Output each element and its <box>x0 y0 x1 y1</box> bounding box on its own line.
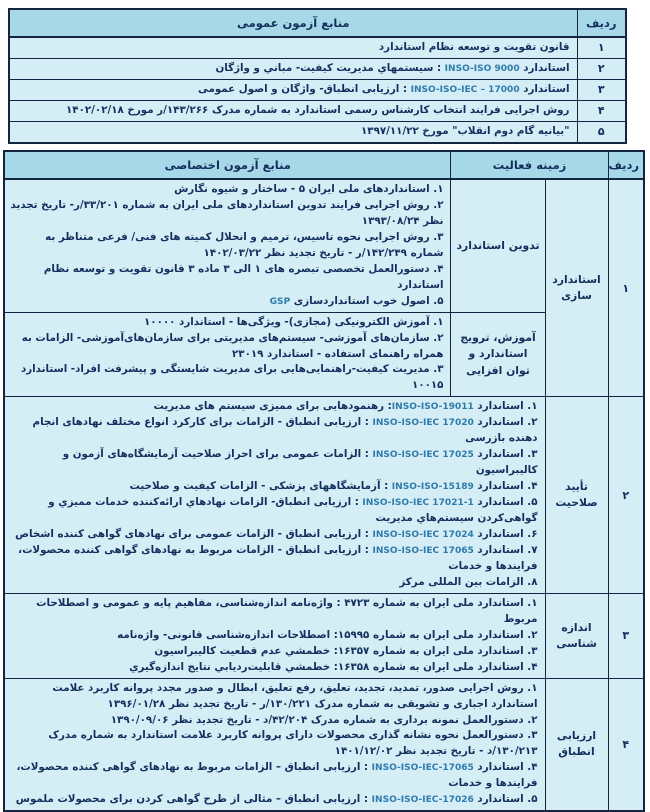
table2-field-column-header: زمینه فعالیت <box>451 151 608 179</box>
source-item: ۱. استانداردهای ملی ایران ۵ - ساختار و شیوه نگارش <box>174 183 444 195</box>
table1-row-column-header: ردیف <box>577 9 626 37</box>
table1-header-row <box>9 9 626 37</box>
sources-cell <box>4 179 451 312</box>
latin-standard-code: INSO-ISO-IEC 17021-1 <box>362 498 474 509</box>
source-cell: روش اجرایی فرایند انتخاب کارشناس رسمی استاندارد به شماره مدرک ۱۴۳/۲۶۶/ر مورخ ۱۴۰۲/۰۲/۱۸ <box>9 100 577 121</box>
source-item: ۲. دستورالعمل نمونه برداری به شماره مدرک ۴۲/۲۰۴/د - تاریخ تجدید نظر ۱۳۹۰/۰۹/۰۶ <box>110 713 538 726</box>
source-item: ۷. استاندارد INSO-ISO-IEC 17065 : ارزیابی انطباق - الزامات مربوط به نهادهای گواهی کننده محصولات، فرایندها و خدمات <box>18 543 538 572</box>
source-item: ۳. روش اجرایی نحوه تاسیس، ترمیم و انحلال کمیته های فنی/ فرعی متناظر به شماره ۱۴۲/۲۴۹/ر - تاریخ تجدید نظر ۱۴۰۲/۰۳/۲۲ <box>45 230 444 259</box>
source-item: ۲. روش اجرایی فرایند تدوین استانداردهای ملی ایران به شماره ۳۳/۲۰۱/ر- تاریخ تجدید نظر ۱۳۹۳/۰۸/۲۴ <box>10 198 444 227</box>
latin-standard-code: INSO-ISO-IEC 17024 <box>372 530 474 541</box>
latin-standard-code: INSO-ISO-IEC-17026 <box>371 795 474 806</box>
activity-category-cell: اندازه شناسی <box>545 593 608 678</box>
source-cell: استاندارد INSO-ISO 9000 : سیستمهاي مدیریت کیفیت- مباني و واژگان <box>9 58 577 79</box>
source-item: ۱. استاندارد INSO-ISO-19011: رهنمودهایی برای ممیزی سیستم های مدیریت <box>153 400 538 413</box>
sources-cell <box>4 593 545 678</box>
source-cell: استاندارد INSO-ISO-IEC – 17000 : ارزیابی انطباق- واژگان و اصول عمومی <box>9 79 577 100</box>
table2-row <box>4 678 644 811</box>
table1-row <box>9 79 626 100</box>
table1-sources-column-header: منابع آزمون عمومی <box>9 9 577 37</box>
source-item: ۴. استاندارد ملی ایران به شماره ۱۶۳۵۸: خطمشي قابلیت‌ردیابي نتایج اندازه‌گیري <box>129 660 538 673</box>
specialized-exam-sources-table <box>3 150 645 812</box>
general-exam-sources-table <box>8 8 627 144</box>
latin-standard-code: INSO-ISO-19011 <box>391 402 474 413</box>
latin-standard-code: INSO-ISO-IEC 17020 <box>372 418 474 429</box>
source-item: ۴. دستورالعمل تخصصی تبصره های ۱ الی ۳ ماده ۳ قانون تقویت و توسعه نظام استاندارد <box>43 262 444 291</box>
source-cell: قانون تقویت و توسعه نظام استاندارد <box>9 37 577 58</box>
sources-cell <box>4 678 545 811</box>
sources-cell <box>4 312 451 397</box>
source-item: ۲. سازمان‌های آموزشی- سیستم‌های مدیریتی برای سازمان‌های‌آموزشی- الزامات به همراه راهنمای استفاده - استاندارد ۲۳۰۱۹ <box>21 331 444 360</box>
activity-category-cell: استاندارد سازی <box>545 179 608 397</box>
latin-standard-code: INSO-ISO-15189 <box>391 482 474 493</box>
row-number-cell: ۲ <box>608 397 644 593</box>
table1-row <box>9 37 626 58</box>
source-item: ۴. استاندارد INSO-ISO-15189 : آزمایشگاههای پزشکی - الزامات کیفیت و صلاحیت <box>129 480 538 493</box>
latin-standard-code: INSO-ISO-IEC 17025 <box>372 450 474 461</box>
row-number-cell: ۳ <box>577 79 626 100</box>
table2-header-row <box>4 151 644 179</box>
source-item: ۵. اصول خوب استانداردسازی GSP <box>269 294 444 307</box>
latin-standard-code: INSO-ISO-IEC – 17000 <box>410 84 520 95</box>
activity-subcategory-cell: تدوین استاندارد <box>451 179 545 312</box>
source-item: ۸. الزامات بین المللی مرکز <box>399 575 538 588</box>
table2-row-column-header: ردیف <box>608 151 644 179</box>
row-number-cell: ۱ <box>608 179 644 397</box>
source-item: ۲. استاندارد ملی ایران به شماره ۱۵۹۹۵: اصطلاحات اندازه‌شناسی قانونی- واژه‌نامه <box>117 628 538 641</box>
activity-category-cell: ارزیابی انطباق <box>545 678 608 811</box>
table1-row <box>9 121 626 142</box>
table2-sources-column-header: منابع آزمون اختصاصی <box>4 151 451 179</box>
table2-row <box>4 593 644 678</box>
source-item: ۱. روش اجرایی صدور، تمدید، تجدید، تعلیق، رفع تعلیق، ابطال و صدور مجدد پروانه کاربرد علامت استاندارد اجباری و تشویقی به شماره مدرک ۱۳۰/۲۲۱/ر - تاریخ تجدید نظر ۱۳۹۶/۰۱/۲۸ <box>52 681 538 710</box>
source-cell: "بیانیه گام دوم انقلاب" مورخ ۱۳۹۷/۱۱/۲۲ <box>9 121 577 142</box>
source-item: ۱. آموزش الکترونیکی (مجازی)- ویژگی‌ها - استاندارد ۱۰۰۰۰ <box>144 315 444 328</box>
activity-subcategory-cell: آموزش، ترویج استاندارد و توان افزایی <box>451 312 545 397</box>
source-item: ۳. استاندارد INSO-ISO-IEC 17025 : الزامات عمومی برای احراز صلاحیت آزمایشگاه‌های آزمون و کالیبراسیون <box>62 448 538 477</box>
row-number-cell: ۲ <box>577 58 626 79</box>
source-item: ۳. استاندارد ملی ایران به شماره ۱۶۳۵۷: خطمشي عدم قطعیت کالیبراسیون <box>154 644 538 657</box>
table1-row <box>9 100 626 121</box>
row-number-cell: ۴ <box>608 678 644 811</box>
source-item: ۳. دستورالعمل نحوه نشانه گذاری محصولات دارای پروانه کاربرد علامت استاندارد به شماره مدرک ۱۳۰/۲۱۳/د - تاریخ تجدید نظر ۱۴۰۱/۱۲/۰۲ <box>48 729 538 758</box>
row-number-cell: ۱ <box>577 37 626 58</box>
latin-standard-code: GSP <box>269 296 291 307</box>
table1-row <box>9 58 626 79</box>
row-number-cell: ۳ <box>608 593 644 678</box>
activity-category-cell: تأیید صلاحیت <box>545 397 608 593</box>
row-number-cell: ۴ <box>577 100 626 121</box>
source-item: ۱. استاندارد ملی ایران به شماره ۴۷۲۳ : واژه‌نامه اندازه‌شناسی، مفاهیم پایه و عمومی و اصطلاحات مربوط <box>36 596 538 625</box>
latin-standard-code: INSO-ISO 9000 <box>444 63 520 74</box>
sources-cell <box>4 397 545 593</box>
source-item: ۵. استاندارد INSO-ISO-IEC-17026 : ارزیابی انطباق – مثالی از طرح گواهی کردن برای محصولات ملموس <box>15 793 538 806</box>
table2-row <box>4 179 644 312</box>
source-item: ۴. استاندارد INSO-ISO-IEC-17065 : ارزیابی انطباق – الزامات مربوط به نهادهای گواهی کننده محصولات، فرایندها و خدمات <box>16 761 538 790</box>
latin-standard-code: INSO-ISO-IEC-17065 <box>371 763 474 774</box>
source-item: ۶. استاندارد INSO-ISO-IEC 17024 : ارزیابی انطباق - الزامات عمومی برای نهادهای گواهی کننده اشخاص <box>15 528 538 541</box>
table2-row <box>4 397 644 593</box>
row-number-cell: ۵ <box>577 121 626 142</box>
latin-standard-code: INSO-ISO-IEC 17065 <box>372 545 474 556</box>
source-item: ۲. استاندارد INSO-ISO-IEC 17020 : ارزیابی انطباق - الزامات برای کارکرد انواع مختلف نهادهای انجام دهنده بازرسی <box>32 416 538 445</box>
source-item: ۵. استاندارد INSO-ISO-IEC 17021-1 : ارزیابی انطباق- الزامات نهادهاي ارائه‌کننده خدمات ممیزي و گواهی‌کردن سیستم‌هاي مدیریت <box>48 496 538 525</box>
source-item: ۳. مدیریت کیفیت-راهنمایی‌هایی برای مدیریت شایستگی و پیشرفت افراد- استاندارد ۱۰۰۱۵ <box>20 363 444 392</box>
